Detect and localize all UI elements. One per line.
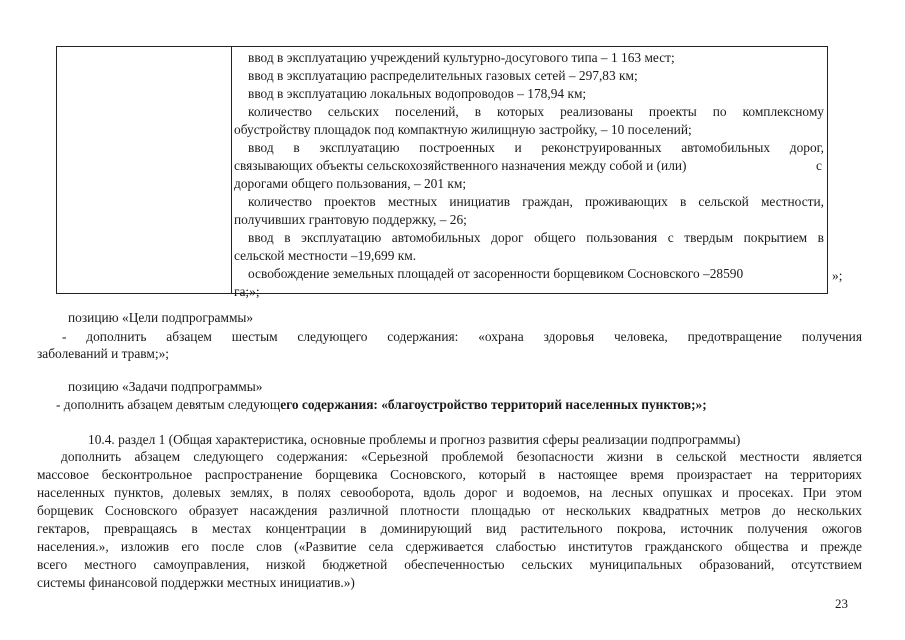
paragraph-line: борщевик Сосновского образует насаждения различной плотности площадью от нескольких квадратных метров до нескольких bbox=[37, 503, 862, 518]
table-line: количество проектов местных инициатив граждан, проживающих в сельской местности, bbox=[248, 194, 824, 209]
tasks-line bbox=[56, 396, 707, 413]
table-line: связывающих объекты сельскохозяйственного назначения между собой и (или) bbox=[234, 158, 687, 173]
tasks-line-regular: - дополнить абзацем девятым следующ bbox=[56, 397, 281, 412]
tasks-heading: позицию «Задачи подпрограммы» bbox=[68, 379, 263, 394]
section-heading: 10.4. раздел 1 (Общая характеристика, основные проблемы и прогноз развития сферы реализации подпрограммы) bbox=[88, 432, 741, 447]
paragraph-line: системы финансовой поддержки местных инициатив.») bbox=[37, 575, 355, 590]
table-line: обустройству площадок под компактную жилищную застройку, – 10 поселений; bbox=[234, 122, 692, 137]
goals-line-2: заболеваний и травм;»; bbox=[37, 346, 169, 361]
paragraph-line: массовое бесконтрольное распространение борщевика Сосновского, который в настоящее время произрастает на территориях bbox=[37, 467, 862, 482]
table-line: ввод в эксплуатацию автомобильных дорог общего пользования с твердым покрытием в bbox=[248, 230, 824, 245]
table-line: получивших грантовую поддержку, – 26; bbox=[234, 212, 467, 227]
closing-quote-mark: »; bbox=[832, 268, 843, 283]
paragraph-line: дополнить абзацем следующего содержания: «Серьезной проблемой безопасности жизни в сельской местности является bbox=[61, 449, 862, 464]
paragraph-line: населения.», изложив его после слов («Развитие села сдерживается слабостью институтов гражданского общества и прежде bbox=[37, 539, 862, 554]
paragraph-line: населенных пунктов, долевых землях, в полях севооборота, вдоль дорог и водоемов, на лесных опушках и просеках. При этом bbox=[37, 485, 862, 500]
table-line: сельской местности –19,699 км. bbox=[234, 248, 417, 263]
table-line: ввод в эксплуатацию локальных водопроводов – 178,94 км; bbox=[248, 86, 587, 101]
table-line: га;»; bbox=[234, 284, 260, 299]
paragraph-line: гектаров, превращаясь в местах концентрации в доминирующий вид растительного покрова, источник получения ожогов bbox=[37, 521, 862, 536]
table-line: дорогами общего пользования, – 201 км; bbox=[234, 176, 467, 191]
table-line: ввод в эксплуатацию построенных и реконструированных автомобильных дорог, bbox=[248, 140, 824, 155]
goals-line-1: - дополнить абзацем шестым следующего содержания: «охрана здоровья человека, предотвращение получения bbox=[62, 329, 862, 344]
paragraph-line: всего местного самоуправления, низкой бюджетной обеспеченностью сельских муниципальных образований, отсутствием bbox=[37, 557, 862, 572]
table-line: освобождение земельных площадей от засоренности борщевиком Сосновского –28590 bbox=[248, 266, 744, 281]
table-line: количество сельских поселений, в которых реализованы проекты по комплексному bbox=[248, 104, 824, 119]
table-line: с bbox=[816, 158, 822, 173]
goals-heading: позицию «Цели подпрограммы» bbox=[68, 310, 254, 325]
tasks-line-bold: его содержания: «благоустройство территорий населенных пунктов;»; bbox=[280, 397, 707, 412]
table-line: ввод в эксплуатацию учреждений культурно-досугового типа – 1 163 мест; bbox=[248, 50, 675, 65]
indicators-table bbox=[56, 46, 828, 299]
table-line: ввод в эксплуатацию распределительных газовых сетей – 297,83 км; bbox=[248, 68, 638, 83]
page-number: 23 bbox=[835, 596, 848, 611]
table-column-divider bbox=[231, 47, 232, 293]
